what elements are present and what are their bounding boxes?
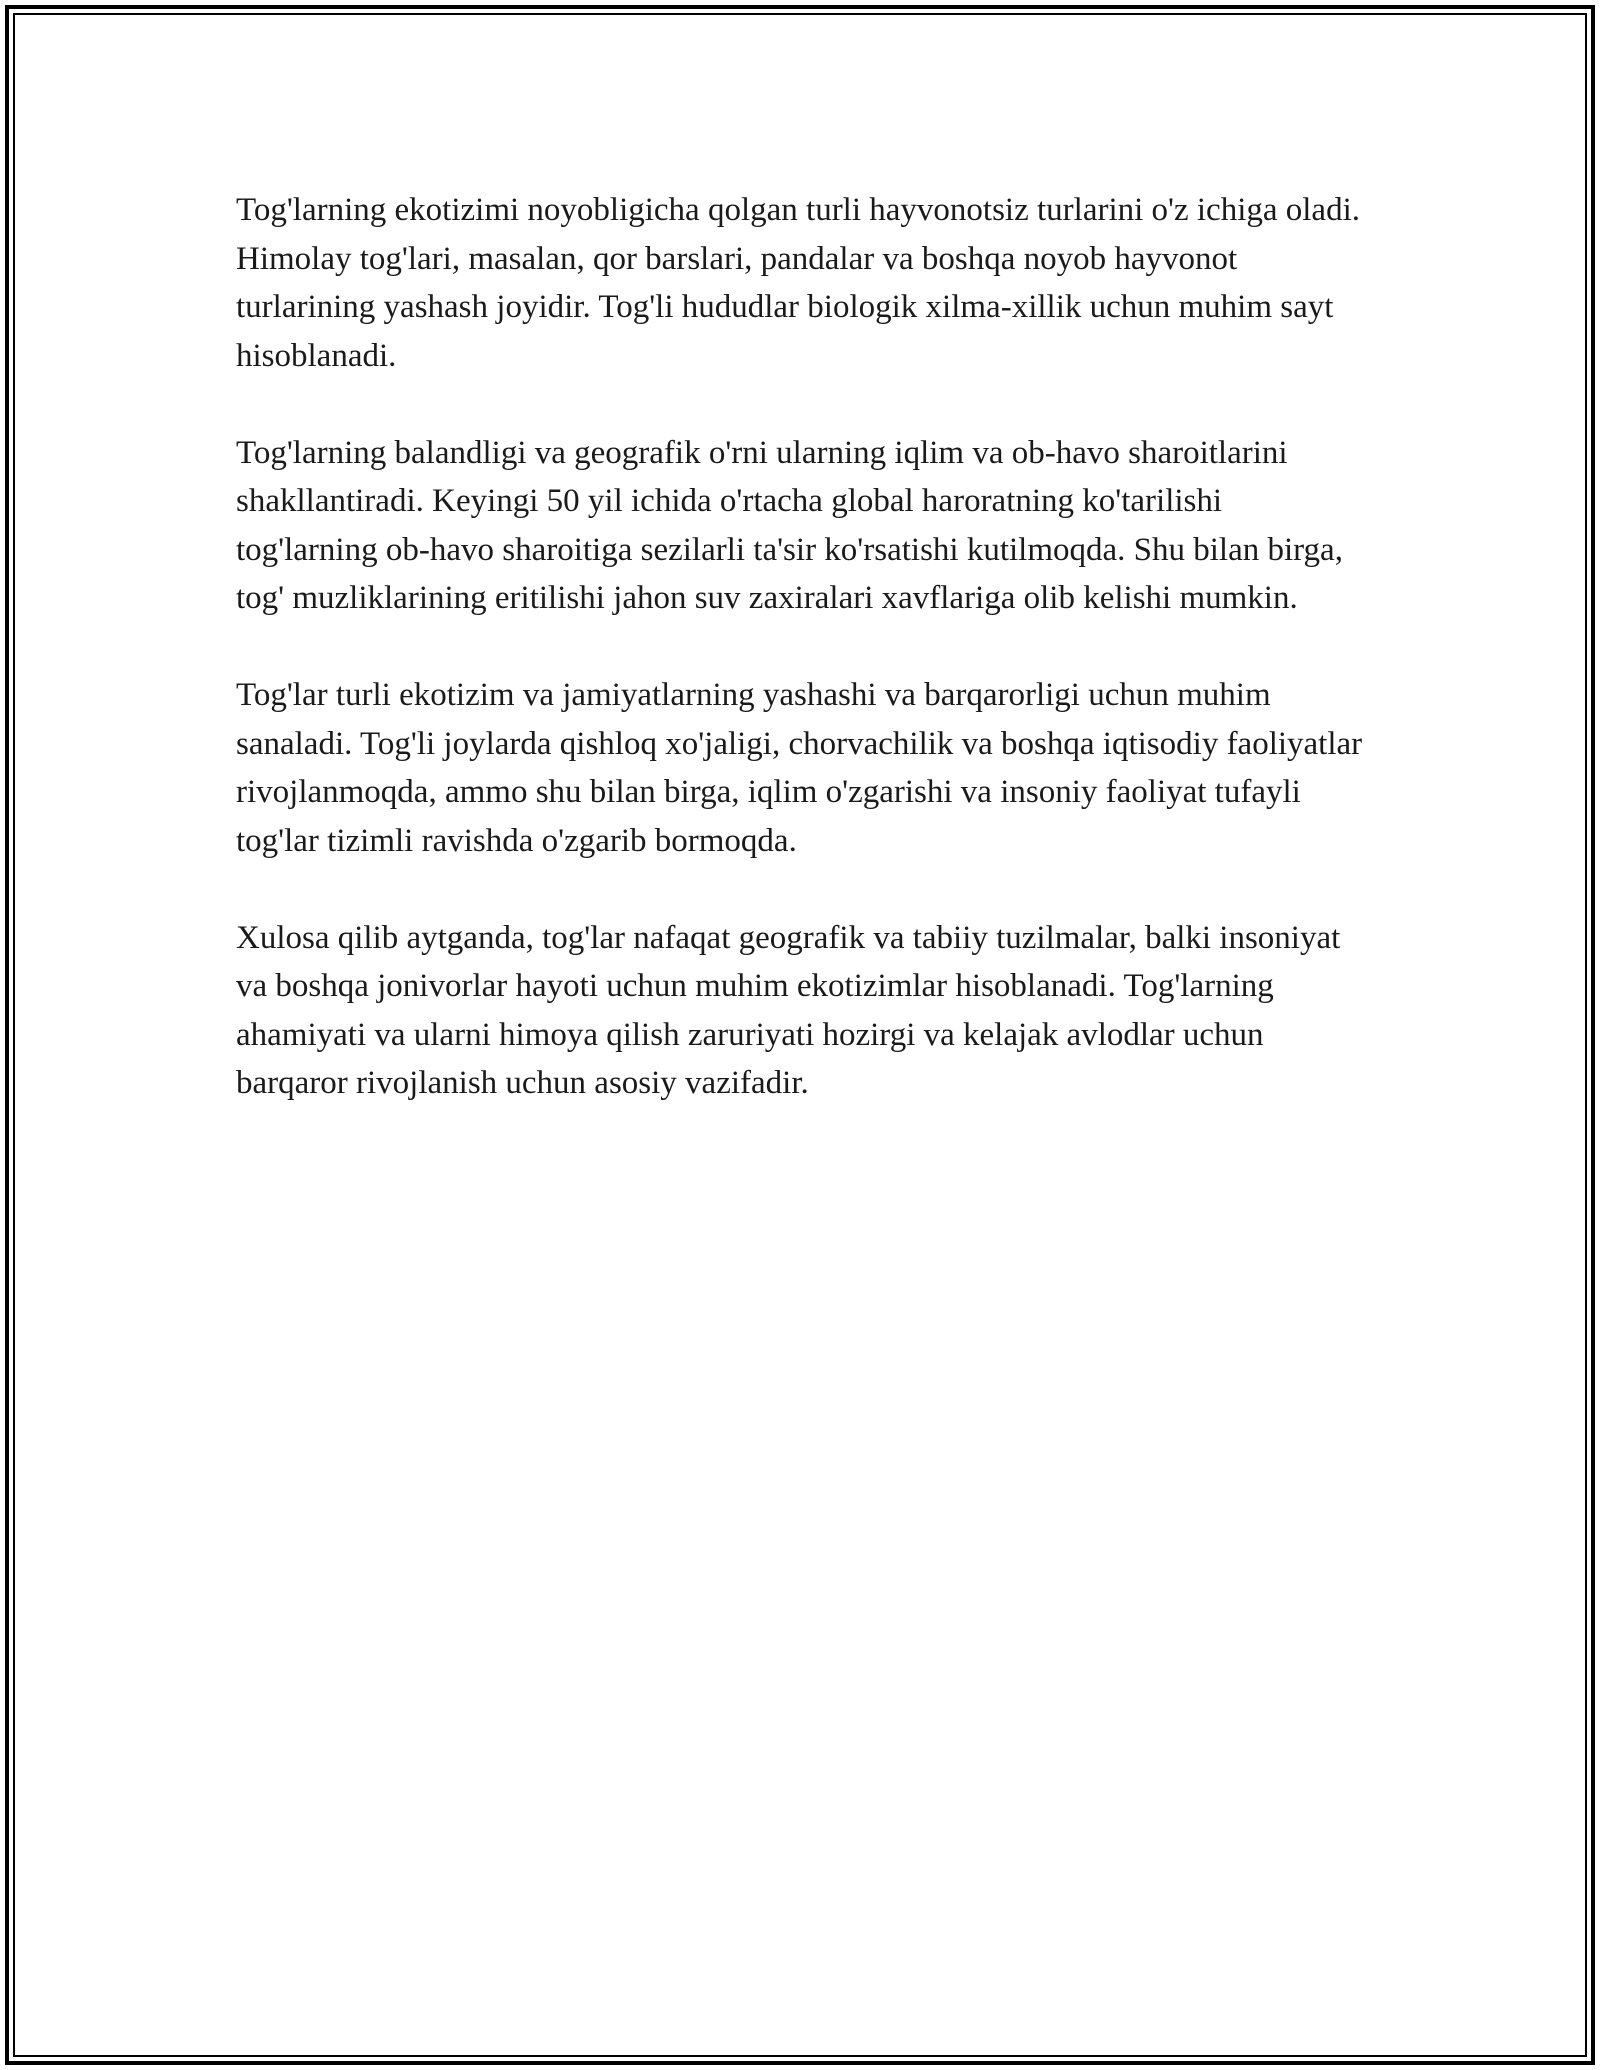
paragraph-3: Tog'lar turli ekotizim va jamiyatlarning yashashi va barqarorligi uchun muhim sanaladi. Tog'li joylarda qishloq xo'jaligi, chorvachilik va boshqa iqtisodiy faoliyatlar rivojlanmoqda, ammo shu bilan birga, iqlim o'zgarishi va insoniy faoliyat tufayli tog'lar tizimli ravishda o'zgarib bormoqda. — [236, 677, 1363, 859]
paragraph-4: Xulosa qilib aytganda, tog'lar nafaqat geografik va tabiiy tuzilmalar, balki insoniyat va boshqa jonivorlar hayoti uchun muhim ekotizimlar hisoblanadi. Tog'larning ahamiyati va ularni himoya qilish zaruriyati hozirgi va kelajak avlodlar uchun barqaror rivojlanish uchun asosiy vazifadir. — [236, 919, 1341, 1101]
paragraph-2: Tog'larning balandligi va geografik o'rni ularning iqlim va ob-havo sharoitlarini shakllantiradi. Keyingi 50 yil ichida o'rtacha global haroratning ko'tarilishi tog'larning ob-havo sharoitiga sezilarli ta'sir ko'rsatishi kutilmoqda. Shu bilan birga, tog' muzliklarining eritilishi jahon suv zaxiralari xavflariga olib kelishi mumkin. — [236, 434, 1343, 616]
paragraph-1: Tog'larning ekotizimi noyobligicha qolgan turli hayvonotsiz turlarini o'z ichiga oladi. Himolay tog'lari, masalan, qor barslari, pandalar va boshqa noyob hayvonot turlarining yashash joyidir. Tog'li hududlar biologik xilma-xillik uchun muhim sayt hisoblanadi. — [236, 192, 1360, 374]
document-body — [236, 186, 1366, 1156]
